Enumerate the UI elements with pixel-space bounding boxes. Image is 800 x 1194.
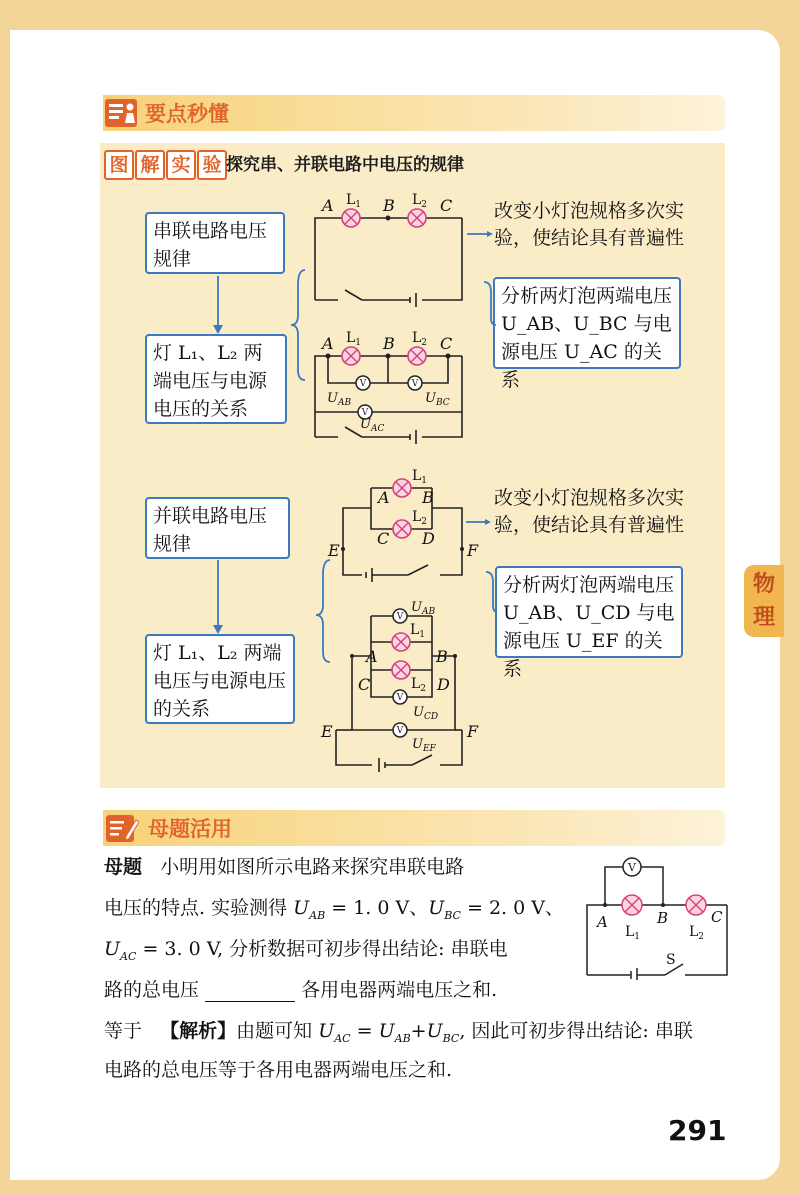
analysis-line-1: 等于 【解析】由题可知 $U_{AC} = U_{AB}+U_{BC}$, 因此可初步得出结论: 串联 — [104, 1020, 693, 1045]
svg-text:L1: $L_1$ — [625, 924, 641, 942]
svg-text:L1: $L_1$ — [412, 468, 428, 486]
svg-text:C: C — [711, 908, 723, 926]
svg-text:F: F — [467, 722, 479, 741]
svg-text:L2: $L_2$ — [412, 330, 428, 348]
svg-text:E: E — [321, 722, 333, 741]
svg-text:V: V — [411, 379, 419, 389]
parallel-rule-box: 并联电路电压规律 — [145, 497, 290, 559]
parallel-note: 改变小灯泡规格多次实验，使结论具有普遍性 — [494, 487, 685, 536]
experiment-title: 探究串、并联电路中电压的规律 — [226, 155, 464, 175]
svg-text:B: B — [422, 488, 434, 507]
svg-text:L2: $L_2$ — [412, 509, 428, 527]
svg-text:UAB: $U_{AB}$ — [327, 391, 352, 408]
svg-text:A: A — [597, 913, 608, 931]
svg-text:S: S — [666, 952, 676, 968]
series-lamp-box: 灯 L₁、L₂ 两端电压与电源电压的关系 — [145, 334, 287, 424]
svg-text:UBC: $U_{BC}$ — [425, 391, 450, 408]
svg-text:V: V — [628, 861, 636, 874]
question-line-1: 母题 小明用如图所示电路来探究串联电路 — [104, 856, 465, 878]
answer-blank — [205, 979, 295, 1002]
svg-text:C: C — [440, 196, 453, 215]
svg-text:A: A — [366, 647, 378, 666]
svg-text:C: C — [377, 529, 390, 548]
svg-text:A: A — [378, 488, 390, 507]
svg-text:L2: $L_2$ — [411, 676, 427, 694]
svg-text:B: B — [436, 647, 448, 666]
question-line-4: 路的总电压 各用电器两端电压之和. — [104, 979, 498, 1001]
svg-text:F: F — [467, 541, 479, 560]
parallel-analysis-box: 分析两灯泡两端电压 U_AB、U_CD 与电源电压 U_EF 的关系 — [495, 566, 683, 658]
svg-text:UCD: $U_{CD}$ — [413, 705, 439, 722]
section-title-1: 要点秒懂 — [145, 102, 229, 126]
svg-text:UAC: $U_{AC}$ — [360, 417, 385, 434]
pencil-note-icon — [103, 810, 139, 846]
label-char: 实 — [166, 150, 196, 180]
svg-text:D: D — [437, 675, 450, 694]
label-char: 验 — [197, 150, 227, 180]
series-note: 改变小灯泡规格多次实验，使结论具有普遍性 — [494, 200, 685, 249]
svg-text:V: V — [396, 693, 404, 703]
svg-text:B: B — [657, 909, 669, 927]
svg-text:C: C — [440, 334, 453, 353]
svg-text:L1: $L_1$ — [346, 330, 362, 348]
svg-text:UEF: $U_{EF}$ — [412, 737, 436, 754]
svg-text:E: E — [328, 541, 340, 560]
svg-text:V: V — [361, 408, 369, 418]
svg-text:V: V — [396, 726, 404, 736]
question-line-2: 电压的特点. 实验测得 $U_{AB} = 1$. 0 V、$U_{BC} = 2$. 0 V、 — [104, 897, 564, 922]
series-analysis-box: 分析两灯泡两端电压 U_AB、U_BC 与电源电压 U_AC 的关系 — [493, 277, 681, 369]
section-title-2: 母题活用 — [148, 817, 232, 841]
svg-text:L1: $L_1$ — [410, 622, 426, 640]
svg-text:L2: $L_2$ — [412, 192, 428, 210]
svg-text:B: B — [383, 196, 395, 215]
svg-text:L1: $L_1$ — [346, 192, 362, 210]
label-char: 图 — [104, 150, 134, 180]
svg-text:V: V — [359, 379, 367, 389]
svg-text:B: B — [383, 334, 395, 353]
svg-text:D: D — [422, 529, 435, 548]
series-rule-box: 串联电路电压规律 — [145, 212, 285, 274]
svg-text:C: C — [358, 675, 371, 694]
question-label: 母题 — [104, 856, 143, 878]
svg-text:A: A — [322, 334, 334, 353]
subject-tab[interactable]: 物理 — [744, 565, 784, 637]
page-number: 291 — [668, 1114, 727, 1147]
svg-text:L2: $L_2$ — [689, 924, 705, 942]
analysis-line-2: 电路的总电压等于各用电器两端电压之和. — [104, 1059, 453, 1081]
svg-text:UAB: $U_{AB}$ — [411, 600, 436, 617]
parallel-lamp-box: 灯 L₁、L₂ 两端电压与电源电压的关系 — [145, 634, 295, 724]
question-circuit — [575, 850, 735, 980]
question-line-3: $U_{AC} = 3$. 0 V, 分析数据可初步得出结论: 串联电 — [104, 938, 508, 963]
svg-text:V: V — [396, 612, 404, 622]
svg-text:A: A — [322, 196, 334, 215]
label-char: 解 — [135, 150, 165, 180]
